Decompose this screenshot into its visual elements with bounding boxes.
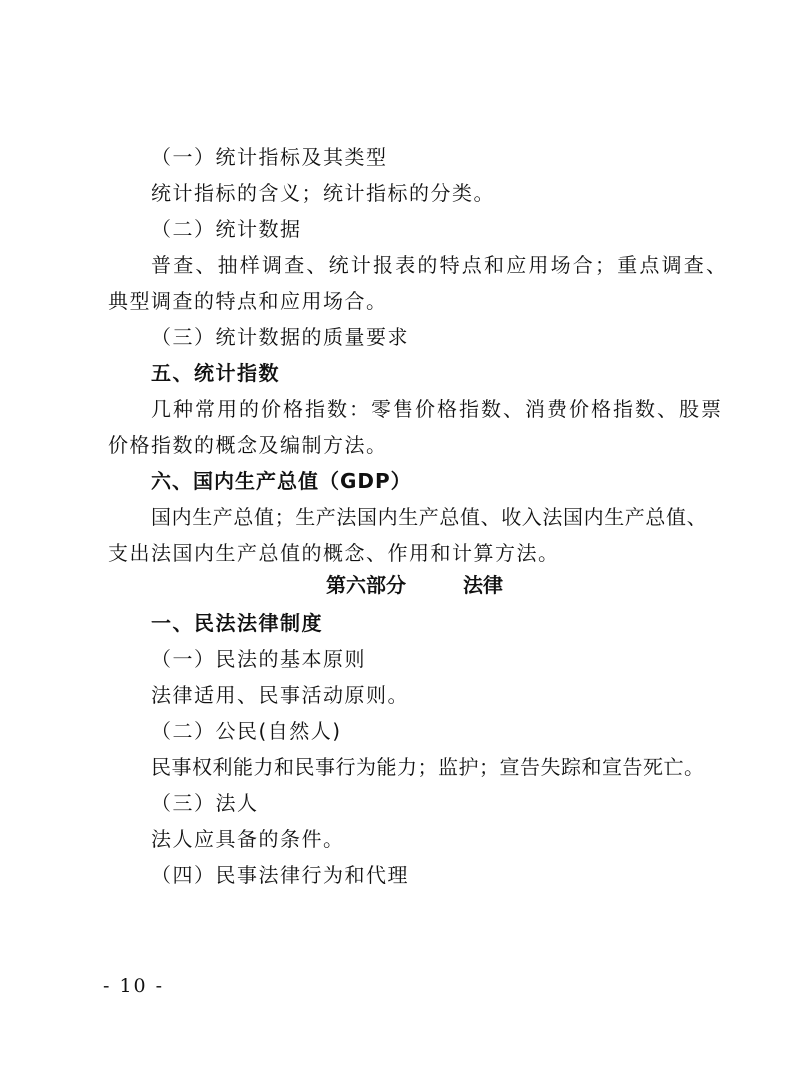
paragraph: 价格指数的概念及编制方法。 xyxy=(108,433,388,457)
heading-citizens: （二）公民(自然人) xyxy=(151,719,342,743)
section-heading-gdp: 六、国内生产总值（GDP） xyxy=(151,469,412,493)
heading-statistical-indicators: （一）统计指标及其类型 xyxy=(151,145,388,169)
part-title-number: 第六部分 xyxy=(326,573,406,597)
paragraph: 民事权利能力和民事行为能力；监护；宣告失踪和宣告死亡。 xyxy=(151,755,705,779)
heading-data-quality: （三）统计数据的质量要求 xyxy=(151,325,409,349)
page-number: - 10 - xyxy=(103,975,165,997)
heading-statistical-data: （二）统计数据 xyxy=(151,217,302,241)
heading-civil-acts-agency: （四）民事法律行为和代理 xyxy=(151,863,409,887)
paragraph: 法律适用、民事活动原则。 xyxy=(151,683,409,707)
paragraph: 几种常用的价格指数：零售价格指数、消费价格指数、股票 xyxy=(151,397,723,421)
part-title xyxy=(0,572,792,598)
section-heading-price-index: 五、统计指数 xyxy=(151,361,280,385)
heading-legal-person: （三）法人 xyxy=(151,791,259,815)
section-heading-civil-law: 一、民法法律制度 xyxy=(151,611,323,635)
paragraph: 典型调查的特点和应用场合。 xyxy=(108,289,388,313)
part-title-name: 法律 xyxy=(463,573,503,597)
paragraph: 支出法国内生产总值的概念、作用和计算方法。 xyxy=(108,541,560,565)
paragraph: 法人应具备的条件。 xyxy=(151,827,345,851)
paragraph: 国内生产总值；生产法国内生产总值、收入法国内生产总值、 xyxy=(151,505,708,529)
paragraph: 统计指标的含义；统计指标的分类。 xyxy=(151,181,495,205)
paragraph: 普查、抽样调查、统计报表的特点和应用场合；重点调查、 xyxy=(151,253,729,277)
heading-civil-principles: （一）民法的基本原则 xyxy=(151,647,366,671)
